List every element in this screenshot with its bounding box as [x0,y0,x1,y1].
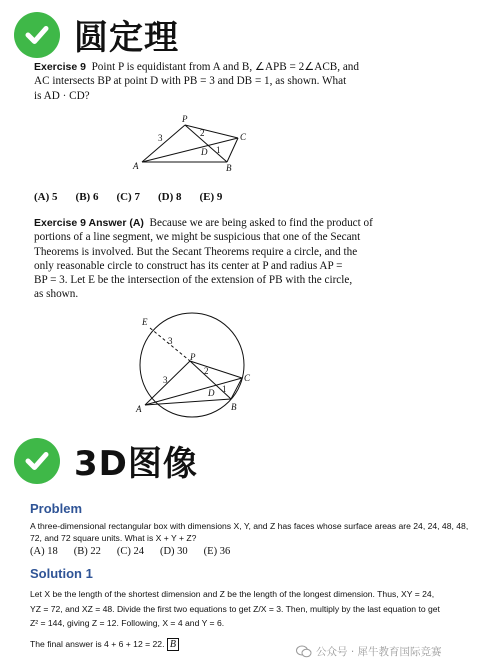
final-answer [30,638,179,651]
exercise-line-2: AC intersects BP at point D with PB = 3 and DB = 1, as shown. What [34,75,347,88]
answer-line-2: portions of a line segment, we might be suspicious that one of the Secant [34,231,361,244]
choice-d: (D) 8 [157,191,182,203]
problem-line-1: A three-dimensional rectangular box with dimensions X, Y, and Z has faces whose surface areas are 24, 24, 48, 48, [30,521,469,531]
label-p: P [182,114,188,124]
label-len-3: 3 [158,133,163,143]
label-a: A [136,404,142,414]
checkmark-icon [14,12,60,58]
figure-triangle-apbc [130,112,260,174]
problem-text [30,520,470,544]
segment-ac [145,378,242,405]
label-d: D [201,147,208,157]
problem-line-2: 72, and 72 square units. What is X + Y + Z? [30,533,197,543]
solution-line-1: Let X be the length of the shortest dimension and Z be the length of the longest dimension. Thus, XY = 24, [30,589,435,599]
answer-line-5: BP = 3. Let E be the intersection of the extension of PB with the circle, [34,274,353,287]
solution-heading: Solution 1 [30,566,93,581]
label-len-2: 2 [200,128,205,138]
choice-a: (A) 18 [30,546,58,557]
answer-line-6: as shown. [34,288,79,301]
segment-bc [231,378,242,399]
section-header-3d [14,436,198,485]
answer-label: Exercise 9 Answer (A) [34,217,144,229]
label-d: D [208,388,215,398]
solution-line-3: Z² = 144, giving Z = 12. Following, X = 4 and Y = 6. [30,618,225,628]
solution-line-2: YZ = 72, and XZ = 48. Divide the first two equations to get Z/X = 3. Then, multiply by the last equation to get [30,603,440,614]
label-len-3-left: 3 [163,375,168,385]
final-answer-text: The final answer is 4 + 6 + 12 = 22. [30,639,165,649]
choice-e: (E) 9 [199,191,223,203]
label-e: E [142,317,148,327]
segment-pc [190,361,242,378]
label-c: C [240,132,247,142]
choice-b: (B) 22 [73,546,101,557]
answer-explanation [34,216,454,302]
choice-d: (D) 30 [159,546,188,557]
choice-c: (C) 24 [116,546,144,557]
exercise-text [34,60,454,103]
segment-bc [227,138,238,162]
exercise-label: Exercise 9 [34,61,86,73]
choice-c: (C) 7 [116,191,140,203]
section-header-circle-theorem [14,10,179,59]
figure-circle-construction [130,312,260,422]
wechat-icon [296,645,312,658]
exercise-line-1: Point P is equidistant from A and B, ∠APB = 2∠ACB, and [91,61,359,73]
label-len-3-top: 3 [168,336,173,346]
label-len-1: 1 [216,145,221,155]
choice-b: (B) 6 [75,191,99,203]
label-len-2: 2 [204,366,209,376]
answer-line-1: Because we are being asked to find the product of [149,217,373,229]
choice-a: (A) 5 [34,191,58,203]
section-title: 圆定理 [74,18,179,58]
label-a: A [133,161,139,171]
segment-ab [145,399,231,405]
problem-choices [30,546,230,557]
label-c: C [244,373,251,383]
label-p: P [190,352,196,362]
watermark [296,644,442,659]
problem-heading: Problem [30,501,83,516]
watermark-text: 公众号 · 犀牛教育国际竞赛 [316,646,442,658]
choice-e: (E) 36 [203,546,231,557]
exercise-line-3: is AD · CD? [34,89,90,102]
label-b: B [226,163,232,173]
answer-line-4: only reasonable circle to construct has its center at P and radius AP = [34,259,343,272]
label-len-1: 1 [222,384,227,394]
final-answer-box: B [167,638,179,651]
solution-text [30,587,475,631]
checkmark-icon [14,438,60,484]
label-b: B [231,402,237,412]
answer-line-3: Theorems is involved. But the Secant Theorems require a circle, and the [34,245,358,258]
answer-choices [34,191,222,203]
section-title: 3D图像 [74,444,198,484]
